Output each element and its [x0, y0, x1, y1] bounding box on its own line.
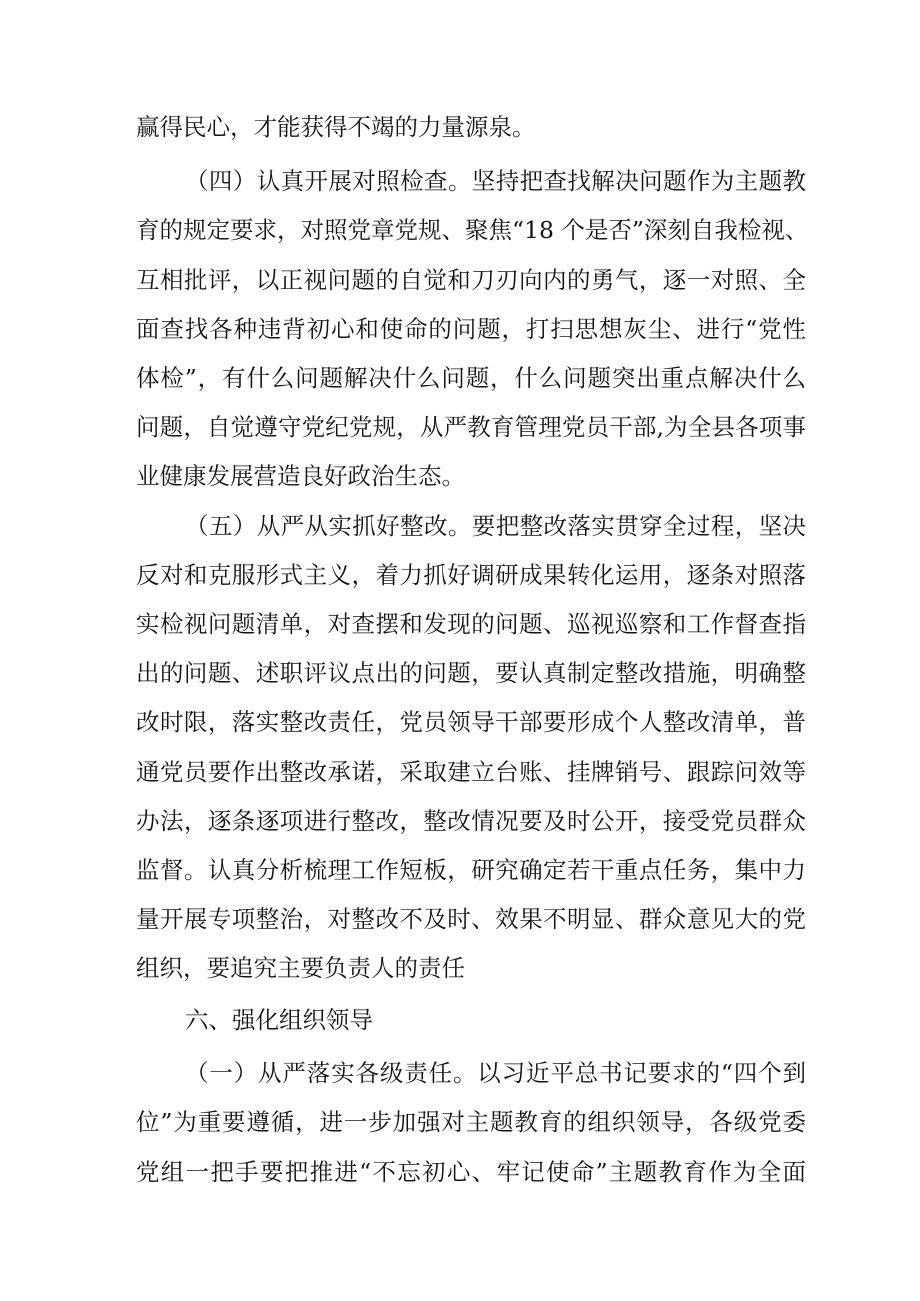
paragraph-line: 监督。认真分析梳理工作短板，研究确定若干重点任务，集中力: [136, 856, 806, 884]
paragraph-line: 办法，逐条逐项进行整改，整改情况要及时公开，接受党员群众: [136, 807, 806, 835]
paragraph-line: 实检视问题清单，对查摆和发现的问题、巡视巡察和工作督查指: [136, 610, 806, 638]
paragraph-line: 互相批评，以正视问题的自觉和刀刃向内的勇气，逐一对照、全: [136, 266, 806, 294]
paragraph-line: 改时限，落实整改责任，党员领导干部要形成个人整改清单，普: [136, 708, 806, 736]
paragraph-line: 反对和克服形式主义，着力抓好调研成果转化运用，逐条对照落: [136, 561, 806, 589]
section-heading: 六、强化组织领导: [185, 1006, 373, 1034]
paragraph-line: 问题，自觉遵守党纪党规，从严教育管理党员干部,为全县各项事: [136, 413, 806, 441]
paragraph-line: 量开展专项整治，对整改不及时、效果不明显、群众意见大的党: [136, 905, 806, 933]
paragraph-line: 面查找各种违背初心和使命的问题，打扫思想灰尘、进行“党性: [136, 315, 806, 343]
paragraph-line: 通党员要作出整改承诺，采取建立台账、挂牌销号、跟踪问效等: [136, 758, 806, 786]
paragraph-line: 业健康发展营造良好政治生态。: [136, 462, 465, 490]
paragraph-line: 组织，要追究主要负责人的责任: [136, 954, 465, 982]
paragraph-line: 体检”，有什么问题解决什么问题，什么问题突出重点解决什么: [136, 364, 806, 392]
paragraph-line: 赢得民心，才能获得不竭的力量源泉。: [136, 113, 536, 141]
paragraph-line: （四）认真开展对照检查。坚持把查找解决问题作为主题教: [185, 167, 806, 195]
paragraph-line: 出的问题、述职评议点出的问题，要认真制定整改措施，明确整: [136, 659, 806, 687]
paragraph-line: （一）从严落实各级责任。以习近平总书记要求的“四个到: [185, 1059, 806, 1087]
paragraph-line: （五）从严从实抓好整改。要把整改落实贯穿全过程，坚决: [185, 512, 806, 540]
paragraph-line: 党组一把手要把推进“不忘初心、牢记使命”主题教育作为全面: [136, 1158, 806, 1186]
paragraph-line: 育的规定要求，对照党章党规、聚焦“18 个是否”深刻自我检视、: [136, 216, 809, 244]
paragraph-line: 位”为重要遵循，进一步加强对主题教育的组织领导，各级党委: [136, 1108, 806, 1136]
